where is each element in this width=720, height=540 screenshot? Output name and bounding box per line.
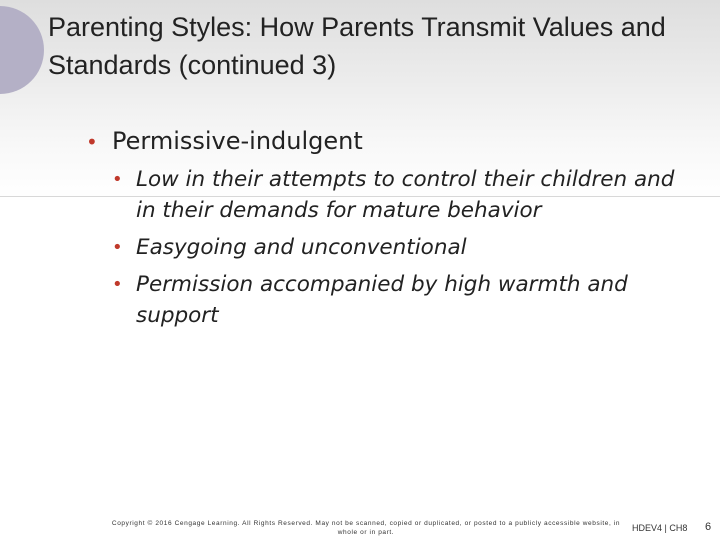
sub-bullet-text: Low in their attempts to control their children and in their demands for mature behavior — [136, 167, 675, 223]
sub-bullet-item — [112, 232, 682, 263]
sub-bullet-item — [112, 269, 682, 331]
copyright-notice: Copyright © 2016 Cengage Learning. All Rights Reserved. May not be scanned, copied or duplicated, or posted to a publicly accessible website, in whole or in part. — [111, 520, 621, 536]
main-bullet-item — [86, 124, 363, 159]
sub-bullet-text: Permission accompanied by high warmth and support — [136, 272, 628, 328]
sub-bullet-list — [112, 164, 682, 337]
sub-bullet-item — [112, 164, 682, 226]
bullet-icon: • — [112, 237, 123, 258]
sub-bullet-text: Easygoing and unconventional — [136, 235, 467, 260]
bullet-icon: • — [112, 169, 123, 190]
course-label: HDEV4 | CH8 — [632, 523, 688, 533]
main-bullet-text: Permissive-indulgent — [112, 127, 363, 155]
bullet-icon: • — [112, 274, 123, 295]
slide-title: Parenting Styles: How Parents Transmit Values and Standards (continued 3) — [48, 12, 666, 80]
page-number: 6 — [705, 521, 712, 533]
decorative-circle — [0, 6, 44, 94]
bullet-icon: • — [86, 130, 98, 154]
